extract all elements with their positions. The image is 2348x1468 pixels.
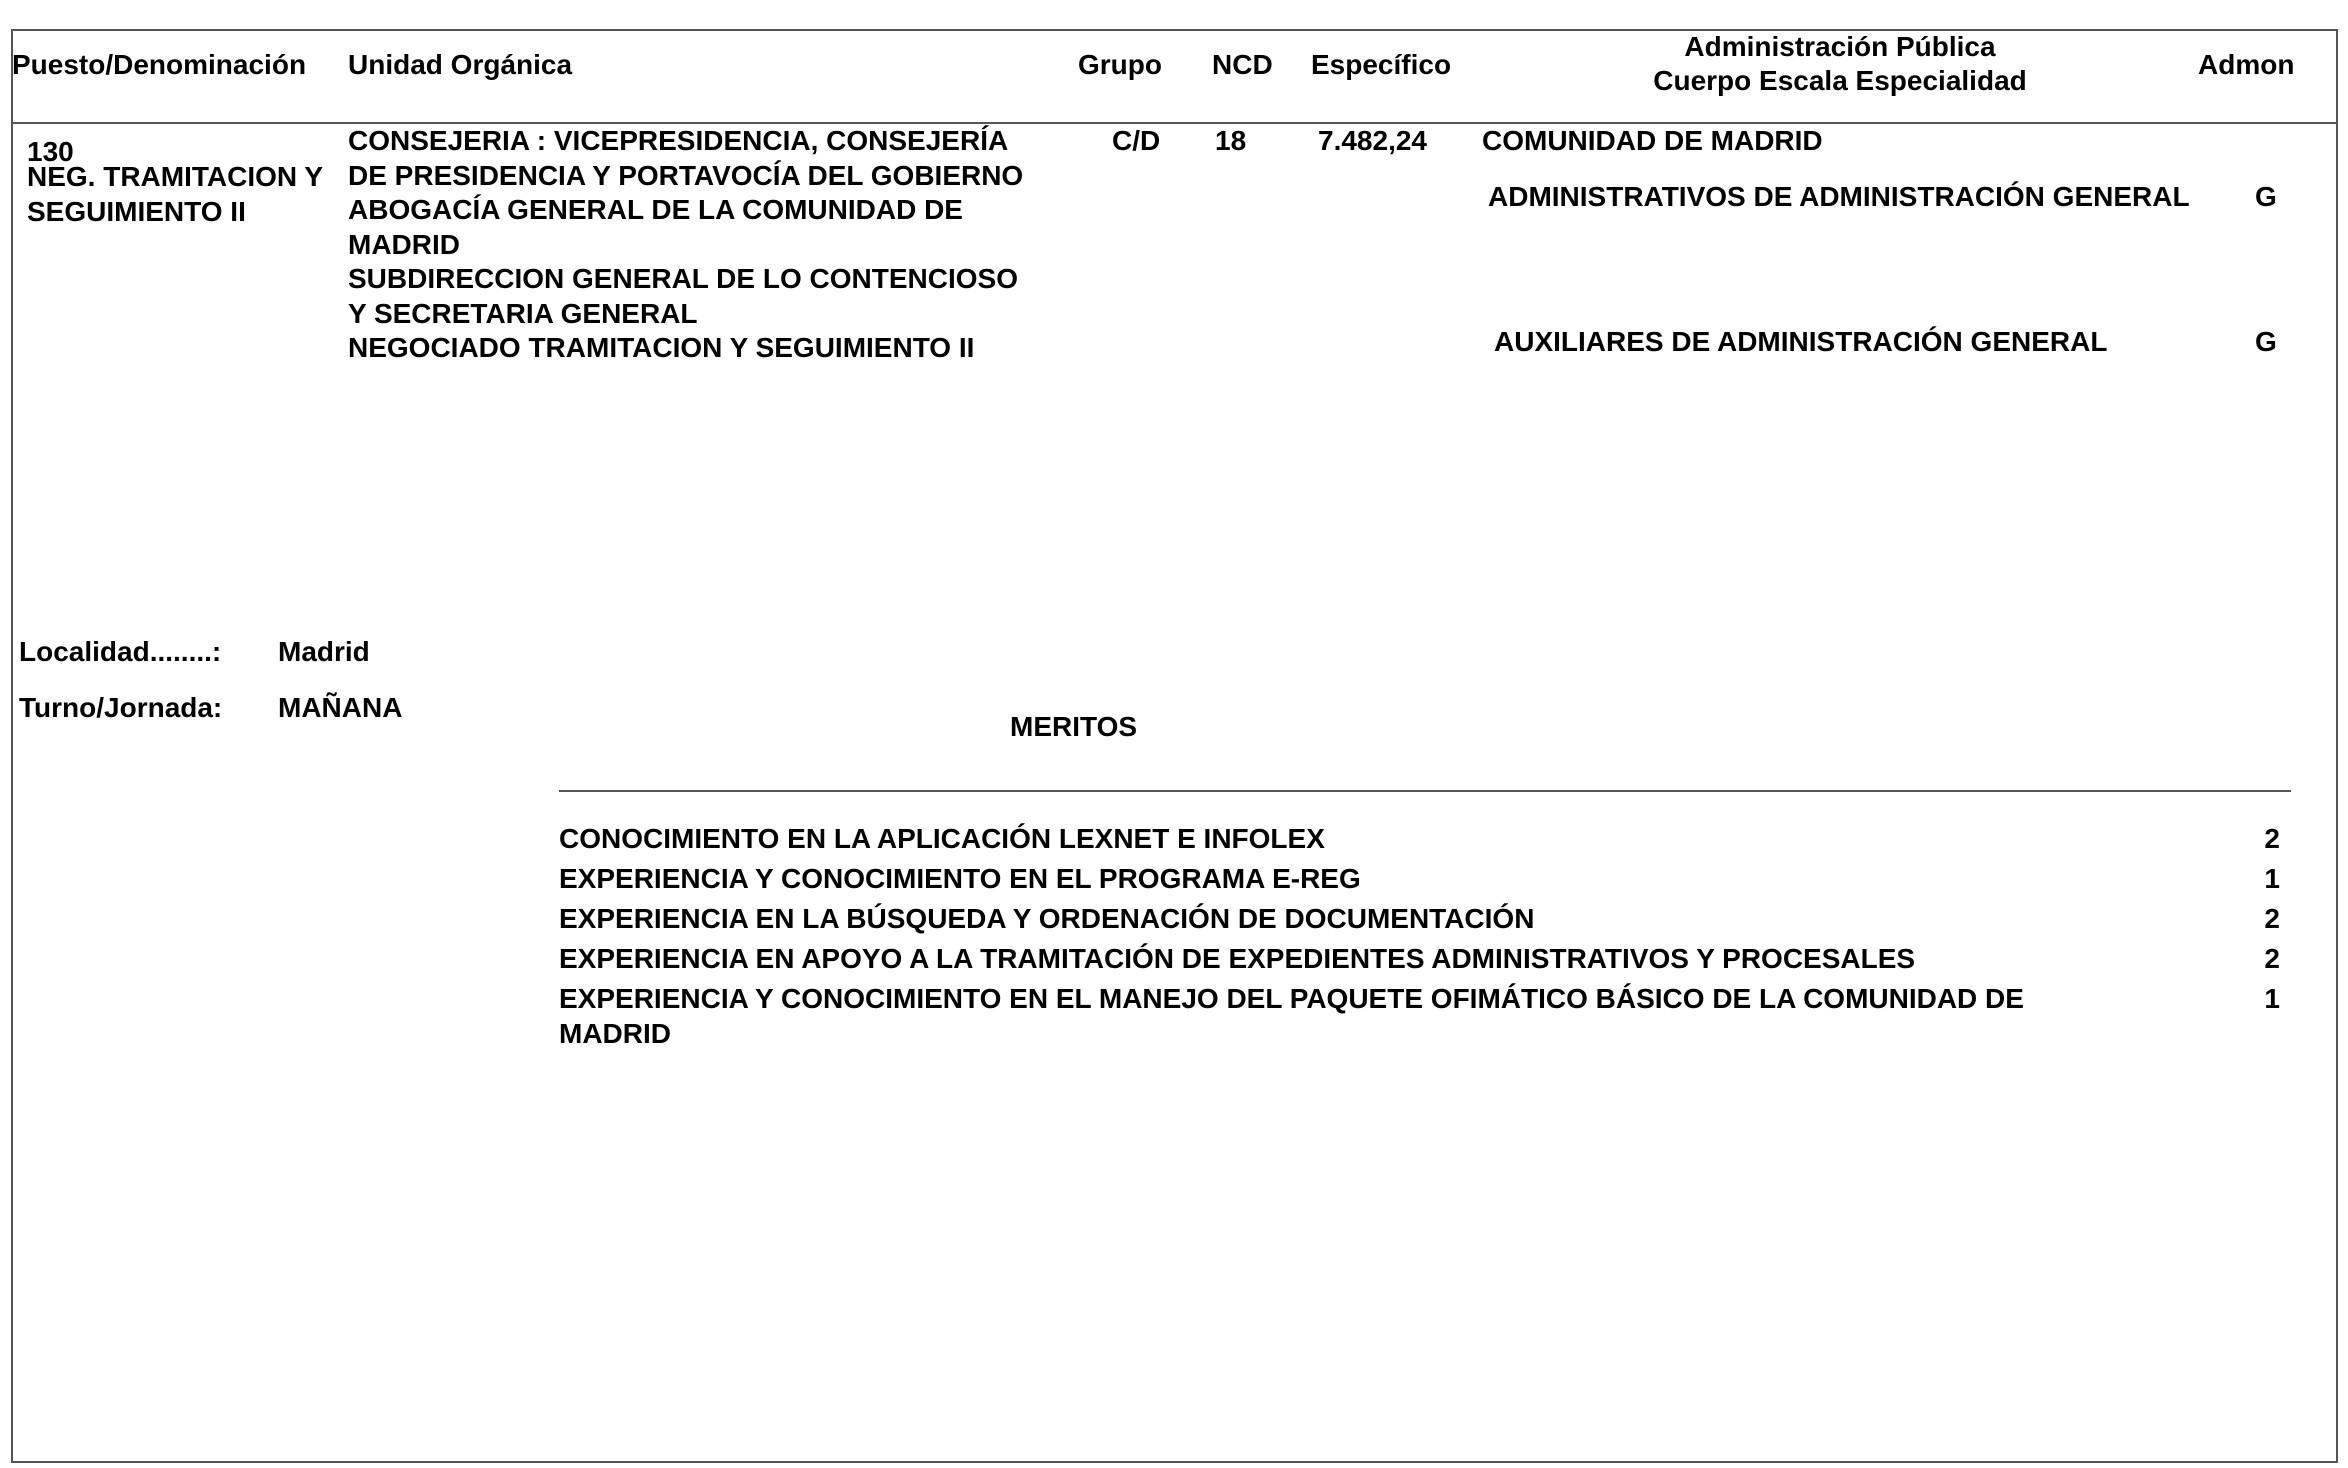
unidad-line: SUBDIRECCION GENERAL DE LO CONTENCIOSO bbox=[348, 263, 1018, 294]
header-especifico: Específico bbox=[1311, 49, 1452, 80]
unidad-line: NEGOCIADO TRAMITACION Y SEGUIMIENTO II bbox=[348, 332, 975, 363]
merito-points: 1 bbox=[2264, 983, 2280, 1014]
merito-text: EXPERIENCIA Y CONOCIMIENTO EN EL PROGRAMA E-REG bbox=[559, 863, 1361, 894]
header-cuerpo-escala: Cuerpo Escala Especialidad bbox=[1653, 65, 2027, 96]
meritos-divider bbox=[559, 790, 2291, 792]
cuerpo-name: AUXILIARES DE ADMINISTRACIÓN GENERAL bbox=[1494, 326, 2108, 357]
merito-points: 2 bbox=[2264, 943, 2280, 974]
turno-value: MAÑANA bbox=[278, 692, 403, 723]
unidad-line: MADRID bbox=[348, 229, 460, 260]
turno-label: Turno/Jornada: bbox=[19, 692, 223, 723]
puesto-number: 130 bbox=[27, 136, 74, 167]
unidad-line: Y SECRETARIA GENERAL bbox=[348, 298, 698, 329]
ncd-value: 18 bbox=[1215, 125, 1247, 156]
meritos-title: MERITOS bbox=[1010, 711, 1138, 742]
merito-text: EXPERIENCIA EN APOYO A LA TRAMITACIÓN DE EXPEDIENTES ADMINISTRATIVOS Y PROCESALES bbox=[559, 943, 1916, 974]
header-ncd: NCD bbox=[1212, 49, 1273, 80]
unidad-line: ABOGACÍA GENERAL DE LA COMUNIDAD DE bbox=[348, 194, 963, 225]
grupo-value: C/D bbox=[1112, 125, 1161, 156]
merito-points: 2 bbox=[2264, 903, 2280, 934]
merito-points: 2 bbox=[2264, 823, 2280, 854]
puesto-denominacion-line1: NEG. TRAMITACION Y bbox=[27, 161, 324, 192]
localidad-value: Madrid bbox=[278, 636, 370, 667]
header-unidad: Unidad Orgánica bbox=[348, 49, 573, 80]
localidad-label: Localidad........: bbox=[19, 636, 222, 667]
especifico-value: 7.482,24 bbox=[1318, 125, 1427, 156]
cuerpo-admon: G bbox=[2255, 181, 2277, 212]
header-grupo: Grupo bbox=[1078, 49, 1162, 80]
header-puesto: Puesto/Denominación bbox=[12, 49, 307, 80]
header-admon: Admon bbox=[2198, 49, 2295, 80]
unidad-line: CONSEJERIA : VICEPRESIDENCIA, CONSEJERÍA bbox=[348, 125, 1009, 156]
merito-text: CONOCIMIENTO EN LA APLICACIÓN LEXNET E INFOLEX bbox=[559, 823, 1325, 854]
header-admin-publica: Administración Pública bbox=[1684, 31, 1996, 62]
administracion-value: COMUNIDAD DE MADRID bbox=[1482, 125, 1823, 156]
cuerpo-admon: G bbox=[2255, 326, 2277, 357]
merito-points: 1 bbox=[2264, 863, 2280, 894]
merito-text: EXPERIENCIA EN LA BÚSQUEDA Y ORDENACIÓN DE DOCUMENTACIÓN bbox=[559, 903, 1535, 934]
merito-text: EXPERIENCIA Y CONOCIMIENTO EN EL MANEJO DEL PAQUETE OFIMÁTICO BÁSICO DE LA COMUNIDAD DE MADRID bbox=[559, 983, 2024, 1049]
puesto-denominacion-line2: SEGUIMIENTO II bbox=[27, 196, 246, 227]
unidad-line: DE PRESIDENCIA Y PORTAVOCÍA DEL GOBIERNO bbox=[348, 160, 1024, 191]
cuerpo-name: ADMINISTRATIVOS DE ADMINISTRACIÓN GENERAL bbox=[1488, 181, 2190, 212]
